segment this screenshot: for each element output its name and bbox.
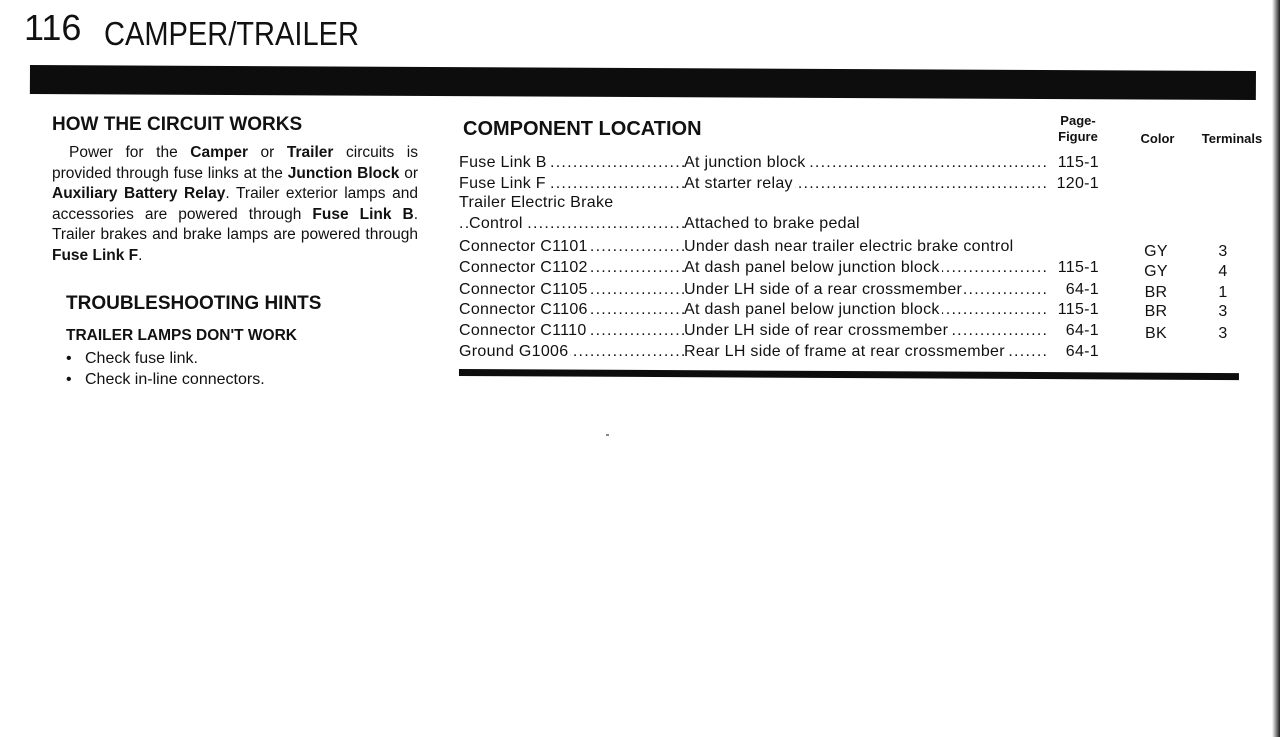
location-cell: Attached to brake pedal	[684, 215, 860, 232]
table-row	[459, 152, 1259, 174]
how-circuit-works-paragraph: Power for the Camper or Trailer circuits is provided through fuse links at the Junction Block or Auxiliary Battery Relay. Trailer exterior lamps and accessories are powered through Fuse Link B. Trailer brakes and brake lamps are powered through Fuse Link F.	[52, 144, 418, 264]
location-cell: At starter relay . . .	[684, 173, 1054, 195]
column-header-terminals: Terminals	[1201, 131, 1263, 146]
component-cell: Connector C1101 . . .	[459, 236, 684, 258]
page-figure-cell: 115-1	[1047, 257, 1099, 279]
column-header-page: Page-	[1060, 113, 1096, 128]
location-cell: Rear LH side of frame at rear crossmember . . .	[684, 341, 1054, 363]
location-cell: Under dash near trailer electric brake control	[684, 238, 1014, 255]
header-rule	[30, 65, 1256, 100]
component-cell: Connector C1105 . . .	[459, 279, 684, 301]
trailer-lamps-subheading: TRAILER LAMPS DON'T WORK	[66, 327, 298, 344]
color-cell: BR	[1144, 303, 1168, 320]
component-location-heading: COMPONENT LOCATION	[463, 118, 702, 140]
color-cell: GY	[1144, 243, 1168, 260]
page-figure-cell: 115-1	[1047, 152, 1099, 174]
component-cell: Connector C1106 . . .	[459, 299, 684, 321]
table-row	[459, 279, 1259, 301]
component-cell: Connector C1110 . . .	[459, 320, 684, 342]
troubleshooting-list	[66, 348, 265, 390]
page-title: CAMPER/TRAILER	[104, 15, 359, 52]
terminals-cell: 3	[1218, 325, 1228, 342]
page-edge-shadow	[1272, 0, 1280, 737]
table-row	[459, 236, 1259, 258]
location-cell: Under LH side of a rear crossmember . . .	[684, 279, 1054, 301]
location-cell: At dash panel below junction block . . .	[684, 257, 1054, 279]
table-row	[459, 192, 1259, 214]
component-cell: Ground G1006 . . .	[459, 341, 684, 363]
page-figure-cell: 64-1	[1047, 341, 1099, 363]
color-cell: GY	[1144, 263, 1168, 280]
table-bottom-rule	[459, 369, 1239, 380]
page-figure-cell: 120-1	[1047, 173, 1099, 195]
print-speck	[606, 434, 609, 436]
component-cell: Connector C1102 . . .	[459, 257, 684, 279]
list-item: • Check fuse link.	[66, 348, 265, 369]
column-header-color: Color	[1140, 131, 1175, 146]
location-cell	[684, 192, 1280, 214]
how-circuit-works-heading: HOW THE CIRCUIT WORKS	[52, 114, 303, 135]
troubleshooting-heading: TROUBLESHOOTING HINTS	[66, 293, 322, 314]
location-cell: At junction block . . .	[684, 152, 1054, 174]
column-header-figure: Figure	[1058, 129, 1098, 144]
list-item: • Check in-line connectors.	[66, 369, 265, 390]
table-row	[459, 341, 1259, 363]
component-cell: Fuse Link F . . .	[459, 173, 684, 195]
table-row	[459, 257, 1259, 279]
page-figure-cell: 64-1	[1047, 320, 1099, 342]
table-row	[459, 213, 1259, 235]
page-number: 116	[24, 7, 82, 48]
table-row	[459, 320, 1259, 342]
terminals-cell: 4	[1218, 263, 1228, 280]
location-cell: Under LH side of rear crossmember . . .	[684, 320, 1054, 342]
page-figure-cell: 115-1	[1047, 299, 1099, 321]
component-cell: Control . . .	[459, 213, 684, 235]
terminals-cell: 3	[1218, 243, 1228, 260]
terminals-cell: 3	[1218, 303, 1228, 320]
page-figure-cell: 64-1	[1047, 279, 1099, 301]
component-cell: Trailer Electric Brake	[459, 194, 614, 211]
terminals-cell: 1	[1218, 284, 1228, 301]
component-cell: Fuse Link B . . .	[459, 152, 684, 174]
table-row	[459, 299, 1259, 321]
color-cell: BK	[1145, 325, 1167, 342]
column-header-page-figure	[1048, 113, 1108, 145]
color-cell: BR	[1144, 284, 1168, 301]
location-cell: At dash panel below junction block . . .	[684, 299, 1054, 321]
